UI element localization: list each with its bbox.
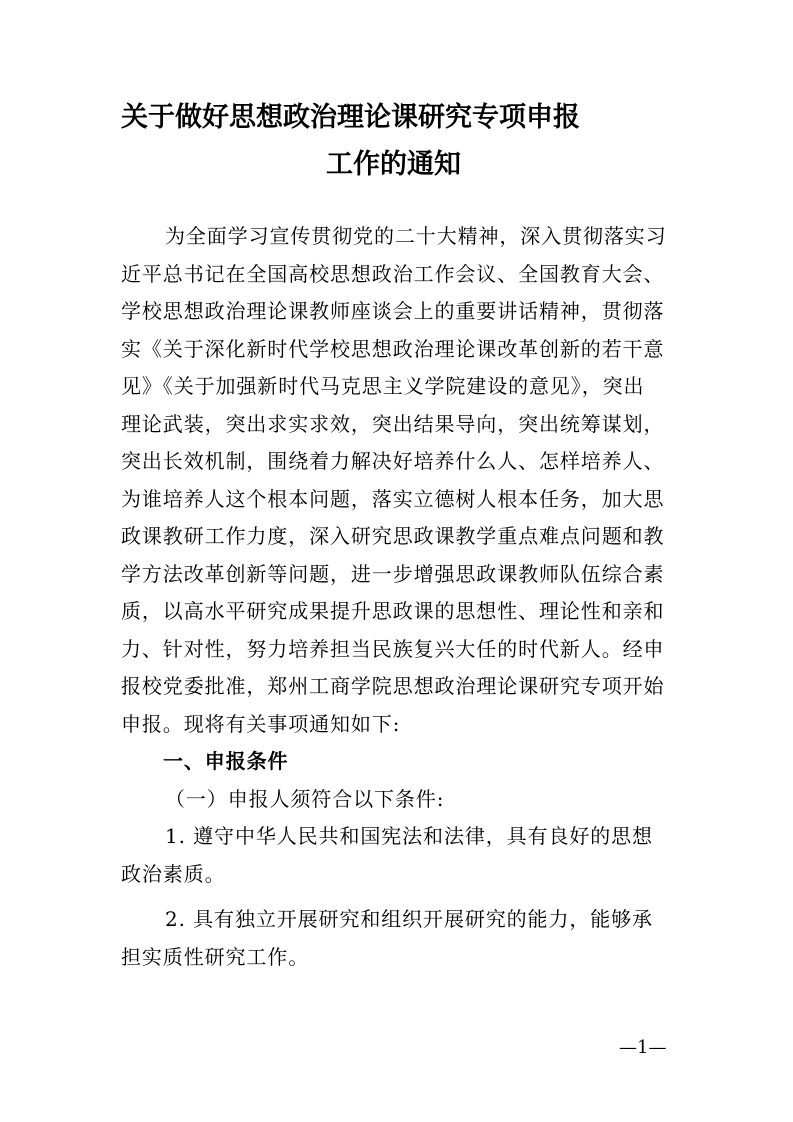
intro-paragraph-line: 学方法改革创新等问题，进一步增强思政课教师队伍综合素: [121, 561, 665, 586]
document-body: [121, 218, 681, 976]
intro-paragraph-line: 近平总书记在全国高校思想政治工作会议、全国教育大会、: [121, 261, 665, 286]
intro-paragraph-line: 申报。现将有关事项通知如下:: [121, 711, 401, 736]
intro-paragraph-line: 见》《关于加强新时代马克思主义学院建设的意见》，突出: [121, 374, 645, 398]
document-title-line-1: 关于做好思想政治理论课研究专项申报: [121, 102, 580, 133]
intro-paragraph-line: 力、针对性，努力培养担当民族复兴大任的时代新人。经申: [121, 636, 665, 661]
subsection-heading: （一）申报人须符合以下条件:: [165, 786, 445, 811]
page-number: —1—: [619, 1037, 667, 1058]
intro-paragraph-line: 理论武装，突出求实求效，突出结果导向，突出统筹谋划，: [121, 411, 665, 436]
intro-paragraph-line: 质，以高水平研究成果提升思政课的思想性、理论性和亲和: [121, 599, 665, 623]
list-item-2-line-2: 担实质性研究工作。: [121, 944, 310, 969]
list-item-1-line-1: 1. 遵守中华人民共和国宪法和法律，具有良好的思想: [165, 824, 653, 848]
intro-paragraph-line: 报校党委批准，郑州工商学院思想政治理论课研究专项开始: [121, 674, 665, 698]
list-item-2-line-1: 2. 具有独立开展研究和组织开展研究的能力，能够承: [165, 907, 653, 931]
intro-paragraph-line: 为全面学习宣传贯彻党的二十大精神，深入贯彻落实习: [165, 224, 667, 248]
intro-paragraph-line: 政课教研工作力度，深入研究思政课教学重点难点问题和教: [121, 524, 665, 548]
paragraph-gap: [121, 893, 681, 901]
intro-paragraph-line: 突出长效机制，围绕着力解决好培养什么人、怎样培养人、: [121, 449, 665, 473]
section-heading-application-conditions: 一、申报条件: [163, 749, 289, 773]
list-item-1-line-2: 政治素质。: [121, 861, 226, 886]
intro-paragraph-line: 实《关于深化新时代学校思想政治理论课改革创新的若干意: [121, 336, 665, 361]
intro-paragraph-line: 学校思想政治理论课教师座谈会上的重要讲话精神，贯彻落: [121, 299, 665, 323]
intro-paragraph-line: 为谁培养人这个根本问题，落实立德树人根本任务，加大思: [121, 486, 665, 511]
document-title-line-2: 工作的通知: [326, 149, 461, 180]
